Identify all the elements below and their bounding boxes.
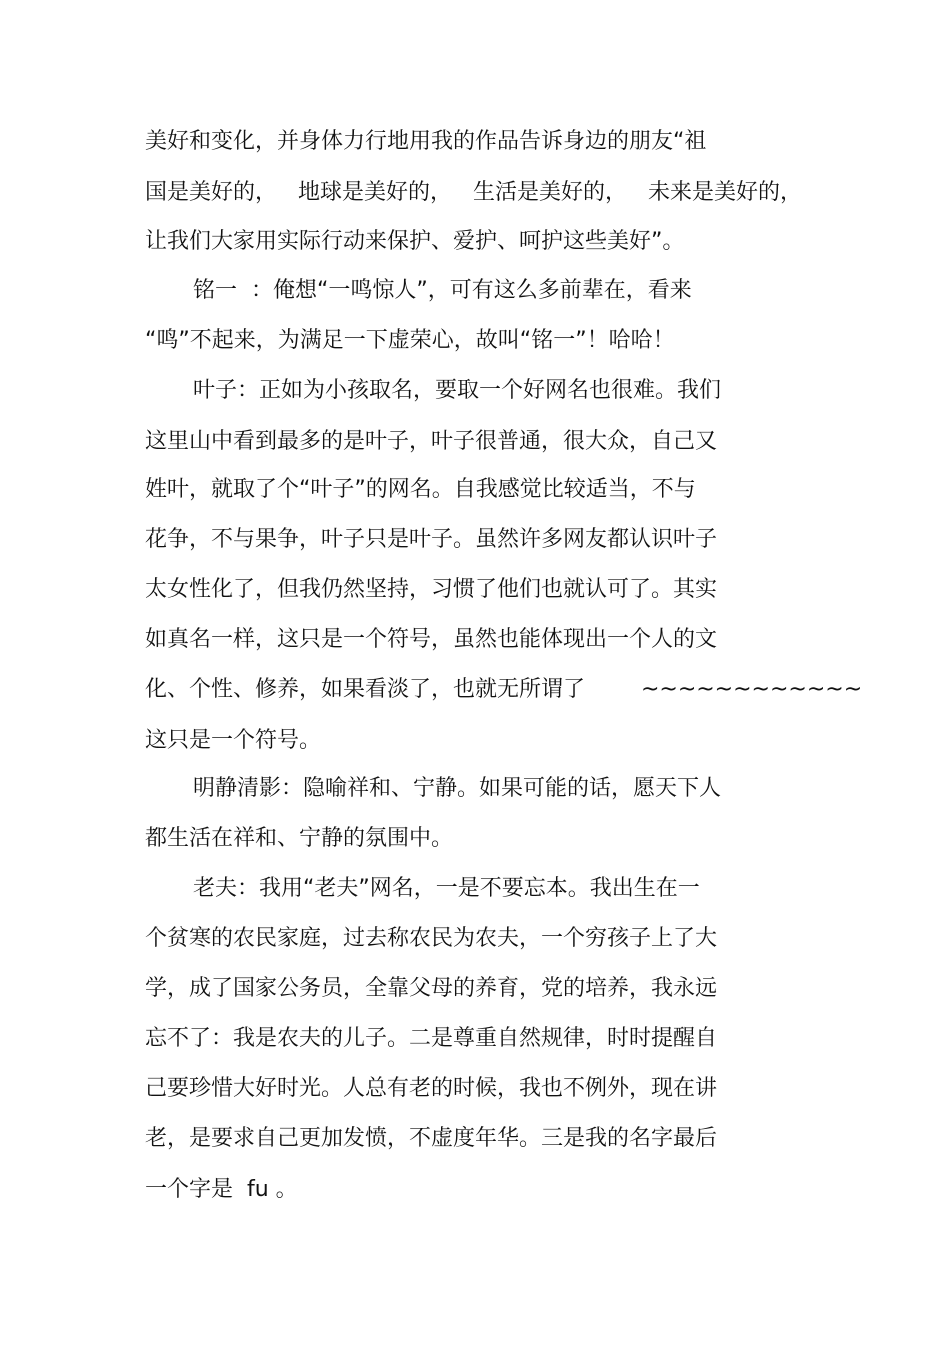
- text-line: “鸣”不起来，为满足一下虚荣心，故叫“铭一”！哈哈！: [145, 328, 675, 353]
- text-line: 花争，不与果争，叶子只是叶子。虽然许多网友都认识叶子: [145, 527, 718, 552]
- text-line: 太女性化了，但我仍然坚持，习惯了他们也就认可了。其实: [145, 577, 718, 602]
- paragraph-start-line: 叶子：正如为小孩取名，要取一个好网名也很难。我们: [193, 378, 722, 403]
- text-line: 这里山中看到最多的是叶子，叶子很普通，很大众，自己又: [145, 429, 718, 454]
- text-line: 如真名一样，这只是一个符号，虽然也能体现出一个人的文: [145, 627, 718, 652]
- text-line: 这只是一个符号。: [145, 728, 322, 753]
- text-line: 忘不了：我是农夫的儿子。二是尊重自然规律，时时提醒自: [145, 1026, 718, 1051]
- text-line: 一个字是 fu 。: [145, 1177, 298, 1202]
- text-line: 让我们大家用实际行动来保护、爱护、呵护这些美好”。: [145, 229, 685, 254]
- text-line: 国是美好的， 地球是美好的， 生活是美好的， 未来是美好的，: [145, 180, 802, 205]
- text-line: 学，成了国家公务员，全靠父母的养育，党的培养，我永远: [145, 976, 718, 1001]
- text-line: 都生活在祥和、宁静的氛围中。: [145, 826, 454, 851]
- text-line: 化、个性、修养，如果看淡了，也就无所谓了 ~~~~~~~~~~~~: [145, 677, 863, 702]
- text-line: 美好和变化，并身体力行地用我的作品告诉身边的朋友“祖: [145, 129, 707, 154]
- text-line: 姓叶，就取了个“叶子”的网名。自我感觉比较适当，不与: [145, 477, 696, 502]
- paragraph-start-line: 明静清影：隐喻祥和、宁静。如果可能的话，愿天下人: [193, 776, 722, 801]
- paragraph-start-line: 铭一 ：俺想“一鸣惊人”，可有这么多前辈在，看来: [193, 278, 692, 303]
- paragraph-start-line: 老夫：我用“老夫”网名，一是不要忘本。我出生在一: [193, 876, 700, 901]
- text-line: 己要珍惜大好时光。人总有老的时候，我也不例外，现在讲: [145, 1076, 718, 1101]
- text-line: 个贫寒的农民家庭，过去称农民为农夫，一个穷孩子上了大: [145, 926, 718, 951]
- text-line: 老，是要求自己更加发愤，不虚度年华。三是我的名字最后: [145, 1126, 718, 1151]
